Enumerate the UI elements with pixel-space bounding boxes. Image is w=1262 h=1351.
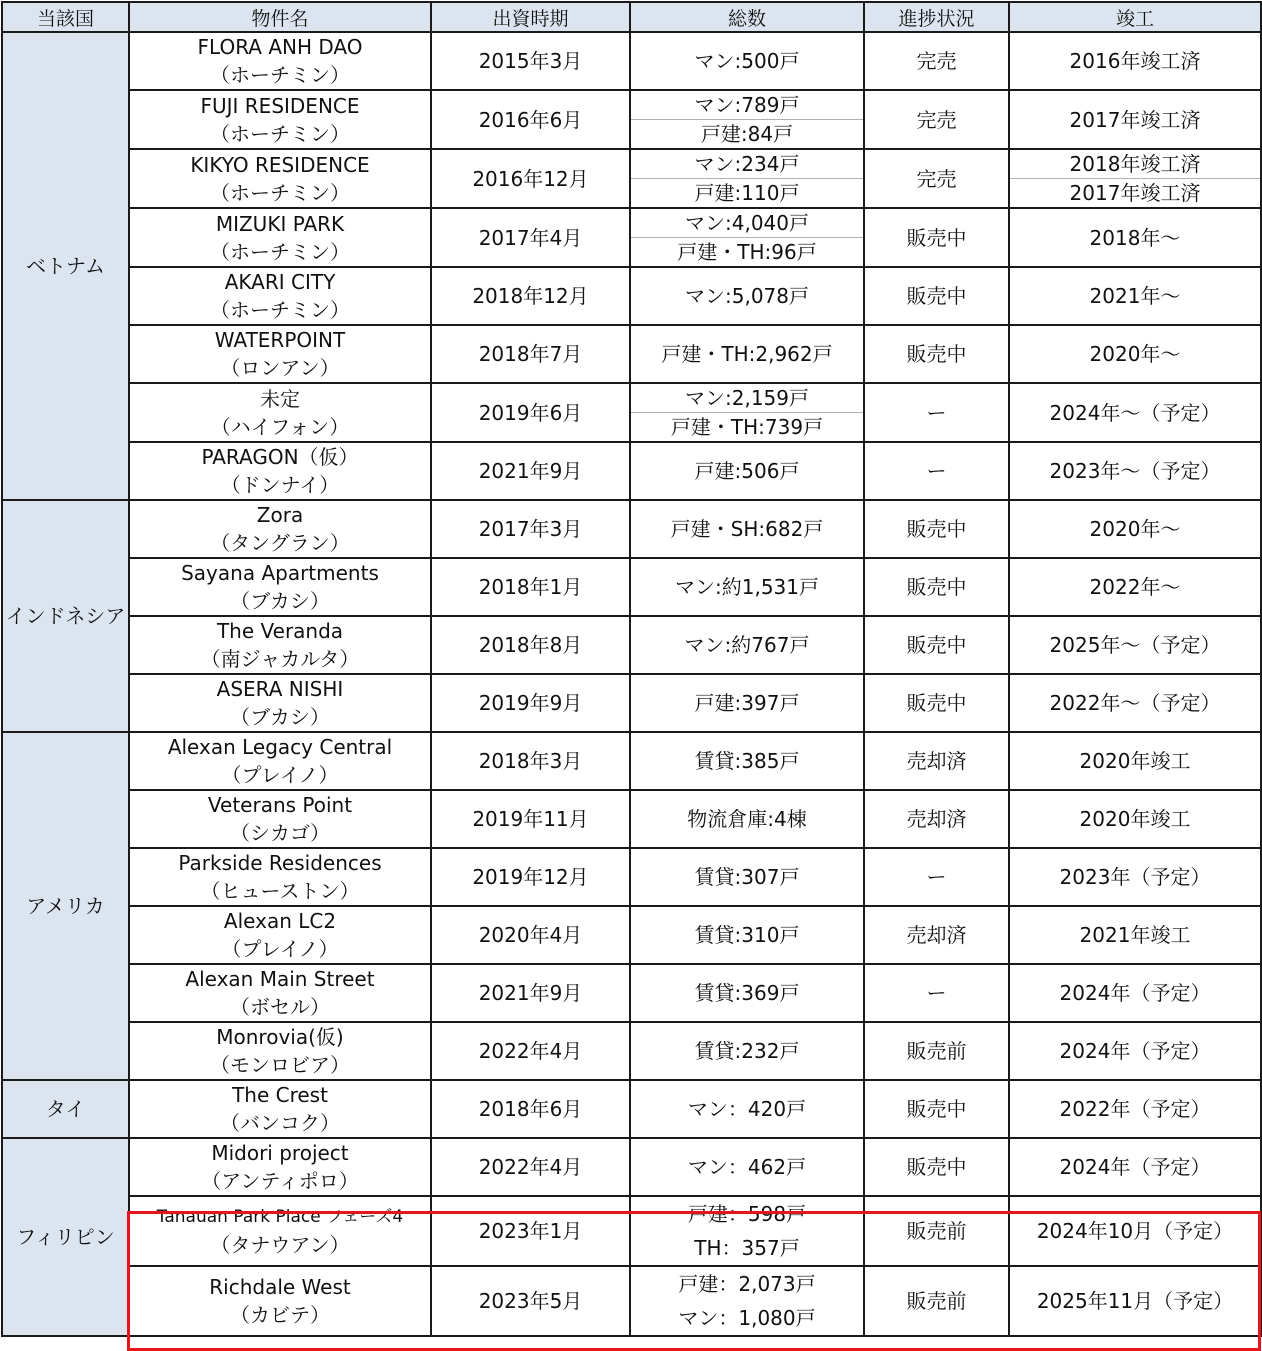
investment-date-cell: 2021年9月 (431, 442, 630, 500)
total-units-cell: 戸建・TH:2,962戸 (630, 325, 864, 383)
total-units-cell: 賃貸:369戸 (630, 964, 864, 1022)
completion-cell: 2020年竣工 (1009, 732, 1261, 790)
property-location: （ホーチミン） (210, 298, 350, 322)
investment-date-cell: 2019年12月 (431, 848, 630, 906)
property-name: Midori project (211, 1141, 349, 1165)
country-cell: ベトナム (2, 32, 129, 500)
table-row (2, 149, 1261, 208)
total-units-cell: 戸建・SH:682戸 (630, 500, 864, 558)
unit-count: 戸建:84戸 (700, 122, 794, 146)
total-units-cell: マン:5,078戸 (630, 267, 864, 325)
property-name: WATERPOINT (214, 328, 346, 352)
property-name-cell (129, 790, 431, 848)
table-row (2, 732, 1261, 790)
investment-date-cell: 2019年9月 (431, 674, 630, 732)
completion-cell: 2020年～ (1009, 500, 1261, 558)
completion-cell: 2017年竣工済 (1009, 90, 1261, 149)
investment-date-cell: 2023年5月 (431, 1266, 630, 1336)
unit-count: 戸建・TH:96戸 (677, 240, 817, 264)
completion-cell: 2023年（予定） (1009, 848, 1261, 906)
table-row (2, 616, 1261, 674)
property-name-cell (129, 1080, 431, 1138)
header-completion: 竣工 (1009, 2, 1261, 32)
completion-cell: 2021年竣工 (1009, 906, 1261, 964)
table-row (2, 848, 1261, 906)
investment-date-cell: 2018年3月 (431, 732, 630, 790)
property-name: MIZUKI PARK (215, 211, 345, 236)
investment-date-cell: 2022年4月 (431, 1022, 630, 1080)
table-row (2, 32, 1261, 90)
total-units-cell: 物流倉庫:4棟 (630, 790, 864, 848)
property-location: （ハイフォン） (210, 414, 350, 439)
progress-status-cell: 販売前 (864, 1022, 1009, 1080)
investment-date-cell: 2016年12月 (431, 149, 630, 208)
total-units-cell: 賃貸:307戸 (630, 848, 864, 906)
table-row (2, 325, 1261, 383)
investment-date-cell: 2015年3月 (431, 32, 630, 90)
total-units-cell (630, 90, 864, 149)
header-investment-date: 出資時期 (431, 2, 630, 32)
progress-status-cell: ー (864, 848, 1009, 906)
property-name: 未定 (260, 386, 300, 411)
investment-date-cell: 2019年6月 (431, 383, 630, 442)
property-name-cell (129, 906, 431, 964)
progress-status-cell: ー (864, 442, 1009, 500)
table-row (2, 1022, 1261, 1080)
property-location: （ホーチミン） (210, 239, 350, 264)
property-name-cell (129, 1196, 431, 1266)
property-name-cell (129, 383, 431, 442)
investment-date-cell: 2021年9月 (431, 964, 630, 1022)
completion-cell: 2024年（予定） (1009, 1138, 1261, 1196)
completion-cell: 2023年～（予定） (1009, 442, 1261, 500)
property-location: （ロンアン） (220, 356, 340, 380)
property-name-cell (129, 149, 431, 208)
completion-cell: 2020年竣工 (1009, 790, 1261, 848)
property-location: （タナウアン） (210, 1233, 350, 1257)
property-name-cell (129, 90, 431, 149)
progress-status-cell: 販売中 (864, 208, 1009, 267)
property-name-cell (129, 1022, 431, 1080)
property-location: （ホーチミン） (210, 121, 350, 146)
progress-status-cell: 販売中 (864, 325, 1009, 383)
progress-status-cell: 販売中 (864, 558, 1009, 616)
unit-count: 戸建:110戸 (694, 181, 800, 205)
progress-status-cell: ー (864, 383, 1009, 442)
progress-status-cell: 販売中 (864, 267, 1009, 325)
table-row (2, 500, 1261, 558)
property-location: （タングラン） (210, 531, 350, 555)
property-name-cell (129, 616, 431, 674)
progress-status-cell: 販売中 (864, 1138, 1009, 1196)
property-name: The Veranda (216, 619, 344, 643)
header-country: 当該国 (2, 2, 129, 32)
property-name: Alexan Main Street (185, 967, 375, 991)
progress-status-cell: 販売中 (864, 616, 1009, 674)
progress-status-cell: 販売中 (864, 500, 1009, 558)
property-name: Veterans Point (207, 793, 353, 817)
completion-value: 2018年竣工済 (1010, 150, 1260, 179)
investment-date-cell: 2018年6月 (431, 1080, 630, 1138)
property-location: （カビテ） (230, 1303, 330, 1327)
header-progress: 進捗状況 (864, 2, 1009, 32)
unit-count: マン:2,159戸 (631, 384, 863, 413)
total-units-cell: マン:500戸 (630, 32, 864, 90)
property-name-cell (129, 267, 431, 325)
total-units-cell (630, 149, 864, 208)
completion-cell: 2024年～（予定） (1009, 383, 1261, 442)
unit-count: マン：1,080戸 (678, 1306, 816, 1330)
progress-status-cell: 完売 (864, 149, 1009, 208)
property-name-cell (129, 1138, 431, 1196)
property-name: Richdale West (209, 1275, 351, 1299)
progress-status-cell: 販売前 (864, 1266, 1009, 1336)
table-row (2, 790, 1261, 848)
progress-status-cell: 完売 (864, 32, 1009, 90)
completion-cell: 2018年～ (1009, 208, 1261, 267)
investment-date-cell: 2018年1月 (431, 558, 630, 616)
table-row (2, 964, 1261, 1022)
total-units-cell: 賃貸:385戸 (630, 732, 864, 790)
country-cell: フィリピン (2, 1138, 129, 1336)
unit-count: 戸建：598戸 (687, 1202, 807, 1226)
total-units-cell (630, 1196, 864, 1266)
completion-cell: 2022年～ (1009, 558, 1261, 616)
property-name-cell (129, 848, 431, 906)
total-units-cell: 戸建:397戸 (630, 674, 864, 732)
progress-status-cell: 売却済 (864, 732, 1009, 790)
property-name-cell (129, 208, 431, 267)
unit-count: マン:4,040戸 (631, 209, 863, 238)
investment-date-cell: 2018年8月 (431, 616, 630, 674)
table-row (2, 1196, 1261, 1266)
table-row (2, 674, 1261, 732)
total-units-cell (630, 208, 864, 267)
property-name-cell (129, 1266, 431, 1336)
property-name: The Crest (232, 1083, 328, 1107)
projects-table (1, 1, 1262, 1337)
completion-cell: 2020年～ (1009, 325, 1261, 383)
property-name: Zora (256, 503, 304, 527)
table-row (2, 208, 1261, 267)
completion-cell: 2024年（予定） (1009, 964, 1261, 1022)
header-row (2, 2, 1261, 32)
progress-status-cell: 完売 (864, 90, 1009, 149)
property-name: FUJI RESIDENCE (200, 93, 360, 118)
completion-cell: 2025年～（予定） (1009, 616, 1261, 674)
property-name: Parkside Residences (178, 851, 382, 875)
property-name-cell (129, 964, 431, 1022)
total-units-cell: 戸建:506戸 (630, 442, 864, 500)
table-row (2, 383, 1261, 442)
property-location: （プレイノ） (221, 937, 339, 961)
progress-status-cell: 販売中 (864, 674, 1009, 732)
total-units-cell: 賃貸:310戸 (630, 906, 864, 964)
total-units-cell (630, 383, 864, 442)
completion-cell: 2022年（予定） (1009, 1080, 1261, 1138)
table-row (2, 558, 1261, 616)
property-name: FLORA ANH DAO (197, 35, 363, 59)
property-location: （ボセル） (230, 995, 330, 1019)
completion-value: 2017年竣工済 (1069, 181, 1201, 205)
property-location: （ブカシ） (230, 589, 330, 613)
completion-cell: 2025年11月（予定） (1009, 1266, 1261, 1336)
unit-count: TH：357戸 (694, 1236, 800, 1260)
progress-status-cell: 販売前 (864, 1196, 1009, 1266)
unit-count: マン:234戸 (631, 150, 863, 179)
progress-status-cell: 販売中 (864, 1080, 1009, 1138)
property-location: （ヒューストン） (200, 879, 360, 903)
completion-cell (1009, 149, 1261, 208)
property-name: AKARI CITY (224, 270, 336, 294)
investment-date-cell: 2017年3月 (431, 500, 630, 558)
unit-count: マン:789戸 (631, 91, 863, 120)
property-location: （ドンナイ） (220, 473, 340, 497)
property-location: （モンロビア） (210, 1053, 350, 1077)
table-row (2, 442, 1261, 500)
investment-date-cell: 2018年7月 (431, 325, 630, 383)
completion-cell: 2016年竣工済 (1009, 32, 1261, 90)
country-cell: インドネシア (2, 500, 129, 732)
table-row (2, 1266, 1261, 1336)
progress-status-cell: ー (864, 964, 1009, 1022)
table-row (2, 906, 1261, 964)
table-row (2, 1138, 1261, 1196)
completion-cell: 2022年～（予定） (1009, 674, 1261, 732)
header-total-units: 総数 (630, 2, 864, 32)
property-name-cell (129, 500, 431, 558)
property-name-cell (129, 732, 431, 790)
property-location: （ホーチミン） (210, 180, 350, 205)
progress-status-cell: 売却済 (864, 906, 1009, 964)
unit-count: 戸建：2,073戸 (678, 1272, 816, 1296)
total-units-cell: マン:約767戸 (630, 616, 864, 674)
total-units-cell: マン：462戸 (630, 1138, 864, 1196)
total-units-cell: マン:約1,531戸 (630, 558, 864, 616)
table-row (2, 1080, 1261, 1138)
property-location: （バンコク） (220, 1111, 340, 1135)
table-body (2, 32, 1261, 1336)
property-name-cell (129, 442, 431, 500)
property-name: Alexan LC2 (223, 909, 337, 933)
country-cell: タイ (2, 1080, 129, 1138)
property-name: Tanauan Park Place フェーズ4 (156, 1207, 404, 1227)
completion-cell: 2024年10月（予定） (1009, 1196, 1261, 1266)
property-name: KIKYO RESIDENCE (190, 152, 370, 177)
investment-date-cell: 2017年4月 (431, 208, 630, 267)
header-property-name: 物件名 (129, 2, 431, 32)
property-name-cell (129, 558, 431, 616)
table-row (2, 267, 1261, 325)
property-name: PARAGON（仮） (201, 445, 359, 469)
completion-cell: 2021年～ (1009, 267, 1261, 325)
total-units-cell: 賃貸:232戸 (630, 1022, 864, 1080)
property-name-cell (129, 674, 431, 732)
property-location: （南ジャカルタ） (200, 647, 360, 671)
investment-date-cell: 2016年6月 (431, 90, 630, 149)
total-units-cell (630, 1266, 864, 1336)
progress-status-cell: 売却済 (864, 790, 1009, 848)
table-row (2, 90, 1261, 149)
property-location: （アンティポロ） (201, 1169, 359, 1193)
property-location: （ホーチミン） (210, 63, 350, 87)
investment-date-cell: 2019年11月 (431, 790, 630, 848)
investment-date-cell: 2023年1月 (431, 1196, 630, 1266)
property-name: Monrovia(仮) (216, 1025, 344, 1049)
property-location: （プレイノ） (221, 763, 339, 787)
property-location: （シカゴ） (230, 821, 330, 845)
investment-date-cell: 2022年4月 (431, 1138, 630, 1196)
property-name: Alexan Legacy Central (167, 735, 393, 759)
investment-date-cell: 2018年12月 (431, 267, 630, 325)
completion-cell: 2024年（予定） (1009, 1022, 1261, 1080)
total-units-cell: マン：420戸 (630, 1080, 864, 1138)
country-cell: アメリカ (2, 732, 129, 1080)
property-name-cell (129, 325, 431, 383)
property-name: ASERA NISHI (216, 677, 344, 701)
investment-date-cell: 2020年4月 (431, 906, 630, 964)
property-name: Sayana Apartments (181, 561, 379, 585)
property-name-cell (129, 32, 431, 90)
property-location: （ブカシ） (230, 705, 330, 729)
unit-count: 戸建・TH:739戸 (670, 415, 824, 439)
